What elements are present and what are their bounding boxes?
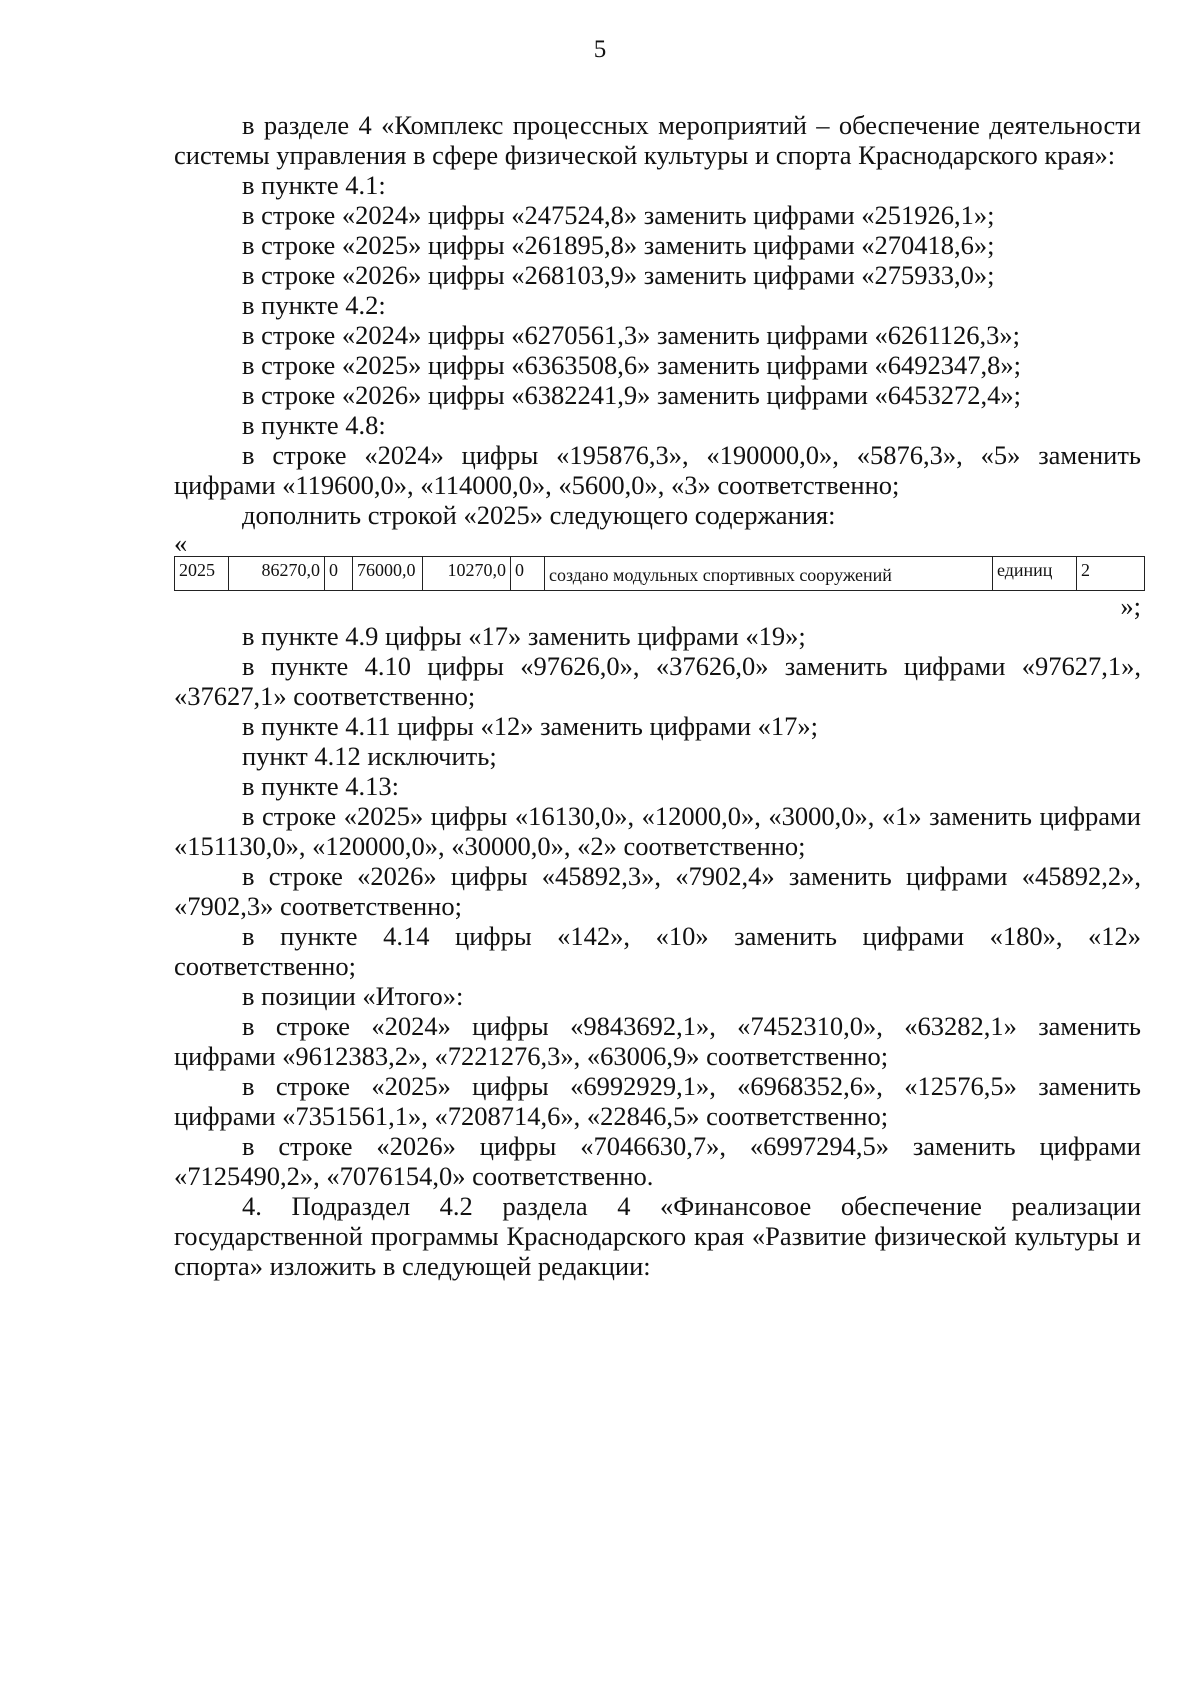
table-row [175,557,1145,591]
paragraph: в строке «2024» цифры «9843692,1», «7452310,0», «63282,1» заменить цифрами «9612383,2», «7221276,3», «63006,9» соответственно; [174,1011,1141,1071]
paragraph: в строке «2024» цифры «6270561,3» заменить цифрами «6261126,3»; [242,320,1021,350]
paragraph: в строке «2026» цифры «6382241,9» заменить цифрами «6453272,4»; [242,380,1022,410]
table-cell-regional: 76000,0 [353,557,423,591]
paragraph: в строке «2025» цифры «261895,8» заменить цифрами «270418,6»; [242,230,995,260]
paragraph: дополнить строкой «2025» следующего содержания: [242,500,836,530]
paragraph: в строке «2026» цифры «268103,9» заменить цифрами «275933,0»; [242,260,995,290]
paragraph: в пункте 4.11 цифры «12» заменить цифрами «17»; [242,711,818,741]
document-body [174,110,1141,1281]
table-opening-quote: « [174,528,188,558]
paragraph: в позиции «Итого»: [242,981,464,1011]
paragraph: в пункте 4.2: [242,290,386,320]
table-cell-federal: 0 [325,557,353,591]
paragraph: в пункте 4.14 цифры «142», «10» заменить цифрами «180», «12» соответственно; [174,921,1141,981]
inserted-row-table [174,556,1145,591]
table-cell-other: 0 [511,557,545,591]
paragraph: в строке «2024» цифры «247524,8» заменить цифрами «251926,1»; [242,200,995,230]
paragraphs-before-table [174,110,1141,530]
table-cell-unit: единиц [993,557,1077,591]
paragraph: в пункте 4.13: [242,771,399,801]
table-cell-year: 2025 [175,557,229,591]
paragraph: в строке «2025» цифры «6363508,6» заменить цифрами «6492347,8»; [242,350,1022,380]
paragraph: в строке «2024» цифры «195876,3», «190000,0», «5876,3», «5» заменить цифрами «119600,0», «114000,0», «5600,0», «3» соответственно; [174,440,1141,500]
paragraph: пункт 4.12 исключить; [242,741,497,771]
paragraph: в пункте 4.9 цифры «17» заменить цифрами «19»; [242,621,806,651]
paragraph: 4. Подраздел 4.2 раздела 4 «Финансовое обеспечение реализации государственной программы Краснодарского края «Развитие физической культуры и спорта» изложить в следующей редакции: [174,1191,1141,1281]
table-cell-result: создано модульных спортивных сооружений [545,557,993,591]
table-cell-value: 2 [1077,557,1145,591]
paragraphs-after-table [174,621,1141,1281]
paragraph: в разделе 4 «Комплекс процессных мероприятий – обеспечение деятельности системы управления в сфере физической культуры и спорта Краснодарского края»: [174,110,1141,170]
paragraph: в пункте 4.8: [242,410,386,440]
paragraph: в строке «2025» цифры «6992929,1», «6968352,6», «12576,5» заменить цифрами «7351561,1», «7208714,6», «22846,5» соответственно; [174,1071,1141,1131]
paragraph: в пункте 4.1: [242,170,386,200]
table-cell-local: 10270,0 [423,557,511,591]
paragraph: в строке «2026» цифры «7046630,7», «6997294,5» заменить цифрами «7125490,2», «7076154,0» соответственно. [174,1131,1141,1191]
table-cell-total: 86270,0 [229,557,325,591]
paragraph: в строке «2025» цифры «16130,0», «12000,0», «3000,0», «1» заменить цифрами «151130,0», «120000,0», «30000,0», «2» соответственно; [174,801,1141,861]
table-closing-quote: »; [1120,591,1141,621]
page-number: 5 [593,36,607,63]
paragraph: в строке «2026» цифры «45892,3», «7902,4» заменить цифрами «45892,2», «7902,3» соответственно; [174,861,1141,921]
paragraph: в пункте 4.10 цифры «97626,0», «37626,0» заменить цифрами «97627,1», «37627,1» соответственно; [174,651,1141,711]
